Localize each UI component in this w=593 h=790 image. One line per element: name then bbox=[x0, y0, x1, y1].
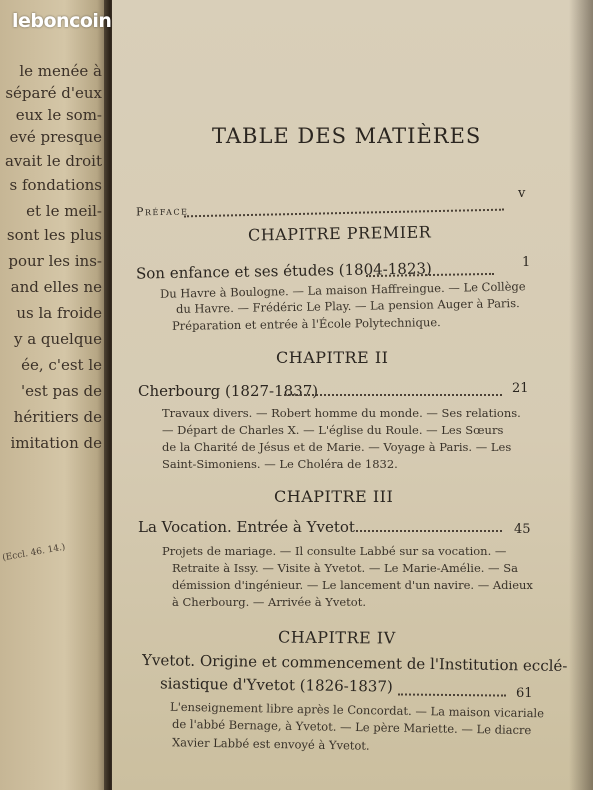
left-page-line: and elles ne bbox=[10, 278, 102, 296]
chapter-summary-line: Du Havre à Boulogne. — La maison Haffreingue. — Le Collège bbox=[159, 279, 526, 301]
preface-label: Préface bbox=[135, 204, 189, 219]
chapter-entry: Cherbourg (1827-1837) bbox=[138, 382, 319, 400]
chapter-summary-line: de la Charité de Jésus et de Marie. — Voyage à Paris. — Les bbox=[162, 440, 512, 454]
left-page-line: héritiers de bbox=[13, 408, 102, 426]
left-page-line: eux le som- bbox=[15, 106, 102, 124]
chapter-heading: CHAPITRE IV bbox=[277, 627, 396, 648]
chapter-summary-line: à Cherbourg. — Arrivée à Yvetot. bbox=[172, 595, 367, 609]
left-page-line: ée, c'est le bbox=[21, 356, 102, 374]
left-page-line: s fondations bbox=[9, 176, 102, 194]
leader-dots bbox=[356, 530, 502, 532]
left-page-line: y a quelque bbox=[13, 330, 102, 348]
page-number: 61 bbox=[516, 686, 533, 701]
left-page-line: imitation de bbox=[10, 434, 102, 452]
page-shadow bbox=[569, 0, 593, 790]
left-page-line: sont les plus bbox=[6, 226, 102, 244]
left-page-footnote: (Eccl. 46. 14.) bbox=[1, 542, 67, 564]
page-number: 45 bbox=[514, 522, 531, 537]
chapter-summary-line: Saint-Simoniens. — Le Choléra de 1832. bbox=[162, 457, 398, 471]
chapter-summary-line: Travaux divers. — Robert homme du monde. — Ses relations. bbox=[162, 406, 521, 420]
chapter-summary-line: Projets de mariage. — Il consulte Labbé sur sa vocation. — bbox=[162, 544, 507, 558]
leader-dots bbox=[284, 394, 502, 396]
chapter-heading: CHAPITRE PREMIER bbox=[247, 222, 432, 245]
left-page-line: avait le droit bbox=[4, 152, 102, 170]
chapter-summary-line: du Havre. — Frédéric Le Play. — La pension Auger à Paris. bbox=[175, 296, 520, 316]
left-page-line: séparé d'eux bbox=[5, 84, 102, 102]
chapter-summary-line: L'enseignement libre après le Concordat. — La maison vicariale bbox=[169, 699, 545, 721]
left-page-line: et le meil- bbox=[26, 202, 102, 220]
left-page-line: 'est pas de bbox=[21, 382, 102, 400]
left-page-line: us la froide bbox=[16, 304, 102, 322]
left-page-line: evé presque bbox=[9, 128, 102, 146]
chapter-entry-line: siastique d'Yvetot (1826-1837) bbox=[159, 674, 393, 696]
chapter-summary-line: démission d'ingénieur. — Le lancement d'un navire. — Adieux bbox=[172, 578, 533, 592]
chapter-summary-line: de l'abbé Bernage, à Yvetot. — Le père Mariette. — Le diacre bbox=[171, 716, 532, 738]
chapter-heading: CHAPITRE II bbox=[276, 348, 389, 367]
toc-title: TABLE DES MATIÈRES bbox=[212, 124, 482, 148]
page-number: 21 bbox=[512, 381, 529, 396]
chapter-entry-line: Yvetot. Origine et commencement de l'Institution ecclé- bbox=[141, 651, 568, 675]
left-page bbox=[0, 0, 108, 790]
chapter-entry: La Vocation. Entrée à Yvetot bbox=[138, 518, 355, 536]
chapter-summary-line: Xavier Labbé est envoyé à Yvetot. bbox=[171, 735, 370, 753]
chapter-summary-line: Préparation et entrée à l'École Polytechnique. bbox=[171, 315, 441, 333]
page-number: 1 bbox=[522, 255, 531, 270]
chapter-summary-line: Retraite à Issy. — Visite à Yvetot. — Le Marie-Amélie. — Sa bbox=[172, 561, 518, 575]
left-page-line: le menée à bbox=[19, 62, 102, 80]
left-page-line: pour les ins- bbox=[8, 252, 102, 270]
chapter-summary-line: — Départ de Charles X. — L'église du Roule. — Les Sœurs bbox=[162, 423, 504, 437]
leboncoin-watermark: leboncoin bbox=[12, 10, 112, 32]
chapter-heading: CHAPITRE III bbox=[274, 487, 394, 506]
page-number: v bbox=[518, 186, 526, 201]
chapter-entry: Son enfance et ses études (1804-1823) bbox=[135, 259, 432, 283]
